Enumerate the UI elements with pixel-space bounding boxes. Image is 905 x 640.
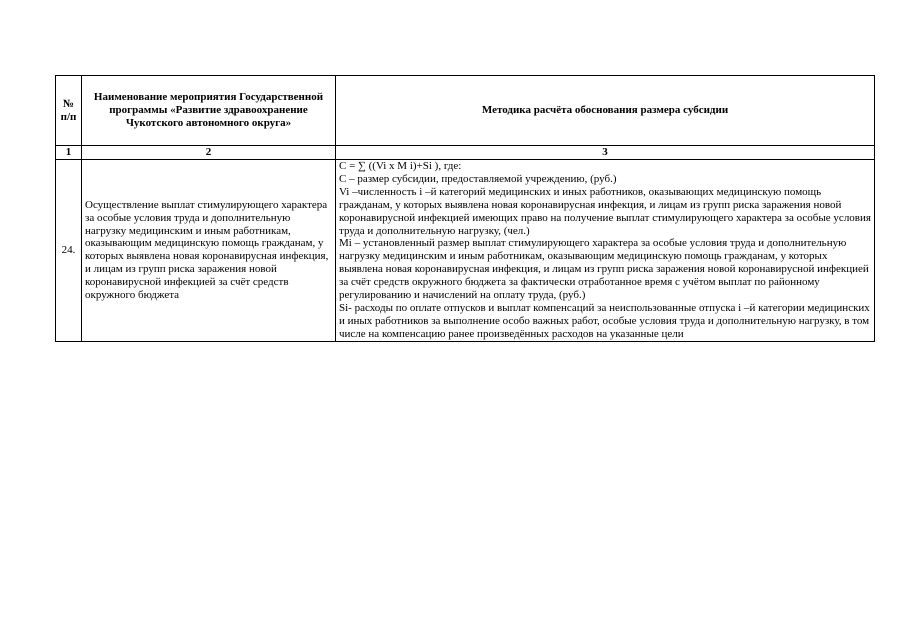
definition-vi: Vi –численность i –й категорий медицинских и иных работников, оказывающих медицинскую помощь гражданам, у которых выявлена новая коронавирусная инфекция, и лицам из групп риска заражения новой коронавирусной инфекцией имеющих право на получение выплат стимулирующего характера за особые условия труда и дополнительную нагрузку, (чел.) (339, 185, 871, 237)
formula-line: С = ∑ ((Vi x M i)+Si ), где: (339, 160, 462, 172)
definition-mi: Mi – установленный размер выплат стимулирующего характера за особые условия труда и дополнительную нагрузку медицинским и иным работникам, оказывающим медицинскую помощь гражданам, у которых выявлена новая коронавирусная инфекция, и лицам из групп риска заражения новой коронавирусной инфекцией за счёт средств окружного бюджета за фактически отработанное время с учётом выплат по районному регулированию и начислений на оплату труда, (руб.) (339, 237, 869, 302)
row-methodology (336, 160, 875, 342)
header-methodology: Методика расчёта обоснования размера субсидии (336, 76, 875, 146)
header-event-name: Наименование мероприятия Государственной программы «Развитие здравоохранение Чукотского автономного округа» (82, 76, 336, 146)
table-header-row (56, 76, 875, 146)
index-col-1: 1 (56, 146, 82, 160)
definition-c: С – размер субсидии, предоставляемой учреждению, (руб.) (339, 172, 617, 185)
index-col-2: 2 (82, 146, 336, 160)
subsidy-methodology-table (55, 75, 875, 342)
definition-si: Si- расходы по оплате отпусков и выплат компенсаций за неиспользованные отпуска i –й категории медицинских и иных работников за выполнение особо важных работ, особые условия труда и дополнительную нагрузку, в том числе на компенсацию ранее произведённых расходов на указанные цели (339, 301, 870, 340)
table-row (56, 160, 875, 342)
row-number: 24. (56, 160, 82, 342)
row-event-name: Осуществление выплат стимулирующего характера за особые условия труда и дополнительную нагрузку медицинским и иным работникам, оказывающим медицинскую помощь гражданам, у которых выявлена новая коронавирусная инфекция, и лицам из групп риска заражения новой коронавирусной инфекцией за счёт средств окружного бюджета (82, 160, 336, 342)
index-col-3: 3 (336, 146, 875, 160)
header-number: № п/п (56, 76, 82, 146)
table-index-row (56, 146, 875, 160)
